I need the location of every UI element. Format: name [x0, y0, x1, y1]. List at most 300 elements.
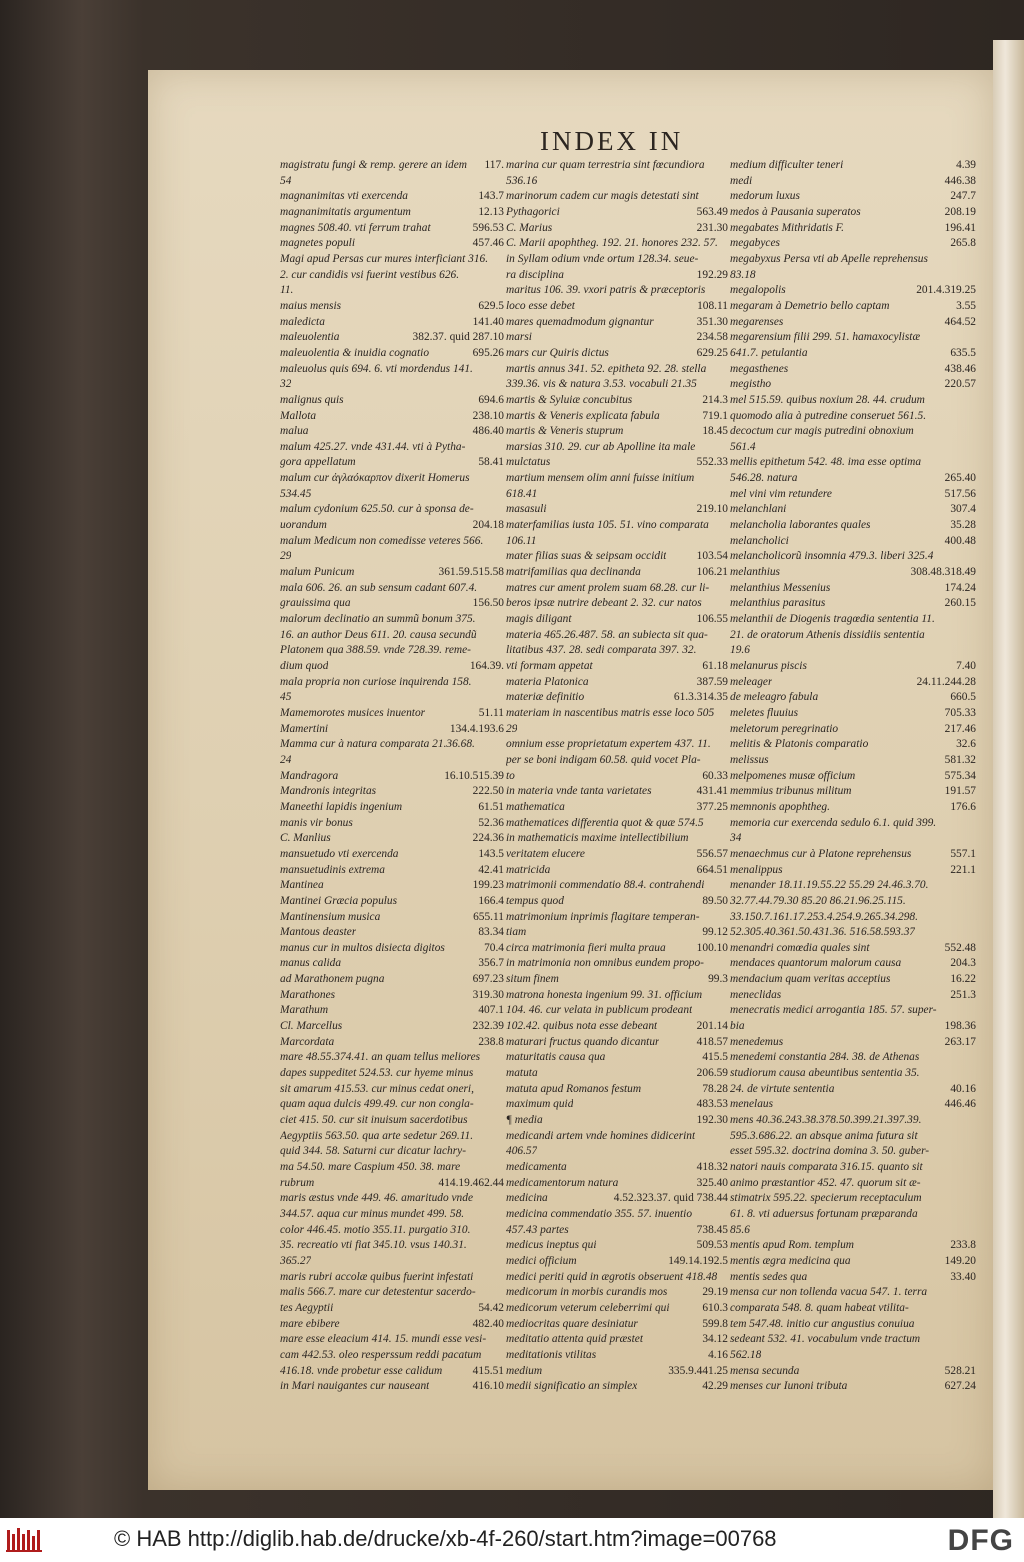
index-entry: [280, 377, 504, 393]
entry-reference: 231.30: [696, 221, 728, 234]
entry-reference: 40.16: [950, 1082, 976, 1095]
entry-term: de meleagro fabula: [730, 691, 819, 704]
index-entry: [506, 1003, 728, 1019]
index-entry: [506, 1270, 728, 1286]
entry-reference: 191.57: [944, 785, 976, 798]
index-entry: [280, 1113, 504, 1129]
index-entry: [730, 330, 976, 346]
index-entry: [280, 894, 504, 910]
entry-reference: 214.3: [702, 393, 728, 406]
entry-term: meditationis vtilitas: [506, 1348, 597, 1361]
index-entry: [280, 252, 504, 268]
entry-reference: 655.11: [473, 910, 504, 923]
index-entry: [506, 158, 728, 174]
entry-reference: 83.34: [478, 926, 504, 939]
entry-term: matricida: [506, 863, 551, 876]
index-entry: [730, 471, 976, 487]
entry-reference: 117.: [484, 159, 504, 171]
entry-reference: 446.46: [944, 1098, 976, 1111]
entry-reference: 35.28: [950, 519, 976, 532]
entry-reference: 251.3: [950, 988, 976, 1001]
entry-term: situm finem: [506, 973, 559, 986]
entry-term: maris rubri accolæ quibus fuerint infestati: [280, 1270, 474, 1283]
entry-reference: 335.9.441.25: [668, 1364, 728, 1377]
index-entry: [730, 988, 976, 1004]
entry-term: manus cur in multos disiecta digitos: [280, 941, 445, 954]
entry-term: mensa secunda: [730, 1364, 800, 1377]
entry-reference: 407.1: [478, 1004, 504, 1017]
entry-term: medici periti quid in ægrotis obseruent 418.48: [506, 1270, 718, 1283]
entry-term: quam aqua dulcis 499.49. cur non congla-: [280, 1098, 474, 1111]
index-entry: [280, 1254, 504, 1270]
index-entry: [730, 549, 976, 565]
entry-term: quomodo alia à putredine conseruet 561.5.: [730, 409, 927, 422]
entry-reference: 610.3: [702, 1301, 728, 1314]
index-column-2: [506, 158, 728, 1395]
entry-term: mathematica: [506, 800, 565, 813]
index-entry: [506, 440, 728, 456]
entry-reference: 61.51: [478, 800, 504, 813]
index-entry: [730, 878, 976, 894]
index-entry: [280, 816, 504, 832]
entry-reference: 552.33: [696, 456, 728, 469]
index-entry: [506, 769, 728, 785]
entry-term: C. Marius: [506, 221, 553, 234]
entry-reference: 557.1: [950, 847, 976, 860]
index-entry: [730, 346, 976, 362]
index-entry: [280, 628, 504, 644]
entry-term: dium quod: [280, 660, 329, 672]
entry-term: maximum quid: [506, 1098, 574, 1111]
entry-term: melancholici: [730, 534, 789, 547]
index-entry: [506, 283, 728, 299]
entry-reference: 32.6: [956, 738, 976, 751]
index-entry: [506, 362, 728, 378]
index-entry: [280, 956, 504, 972]
entry-term: Pythagorici: [506, 205, 560, 218]
entry-reference: 563.49: [696, 205, 728, 218]
entry-term: vti formam appetat: [506, 660, 593, 672]
entry-term: Mamma cur à natura comparata 21.36.68.: [280, 738, 475, 751]
index-entry: [506, 675, 728, 691]
index-entry: [506, 518, 728, 534]
entry-term: 35. recreatio vti fiat 345.10. vsus 140.31.: [280, 1239, 467, 1252]
index-entry: [506, 455, 728, 471]
entry-reference: 174.24: [944, 581, 976, 594]
entry-reference: 143.5: [478, 847, 504, 860]
entry-term: mansuetudinis extrema: [280, 863, 385, 876]
index-entry: [506, 330, 728, 346]
index-entry: [730, 1270, 976, 1286]
index-entry: [730, 847, 976, 863]
index-entry: [280, 941, 504, 957]
entry-reference: 134.4.193.6: [449, 722, 504, 735]
index-entry: [280, 534, 504, 550]
index-entry: [730, 534, 976, 550]
entry-term: melanthius: [730, 566, 780, 579]
entry-reference: 694.6: [478, 393, 504, 406]
index-entry: [280, 1207, 504, 1223]
index-entry: [506, 424, 728, 440]
index-entry: [506, 1348, 728, 1364]
entry-term: martis & Syluiæ concubitus: [506, 393, 633, 406]
entry-reference: 103.54: [696, 550, 728, 563]
entry-term: 33.150.7.161.17.253.4.254.9.265.34.298.: [730, 910, 918, 923]
entry-reference: 238.8: [478, 1035, 504, 1048]
entry-term: mensa cur non tollenda vacua 547. 1. terra: [730, 1286, 928, 1299]
entry-term: medorum luxus: [730, 190, 800, 203]
index-entry: [506, 753, 728, 769]
entry-reference: 552.48: [944, 941, 976, 954]
index-entry: [506, 1254, 728, 1270]
index-entry: [280, 565, 504, 581]
entry-reference: 627.24: [944, 1380, 976, 1393]
entry-term: ra disciplina: [506, 268, 564, 281]
entry-reference: 629.5: [478, 299, 504, 312]
index-entry: [280, 1223, 504, 1239]
entry-term: in matrimonia non omnibus eundem propo-: [506, 957, 704, 970]
index-entry: [730, 1379, 976, 1395]
entry-term: magnetes populi: [280, 237, 355, 250]
index-entry: [280, 1019, 504, 1035]
index-entry: [280, 1160, 504, 1176]
entry-term: medicus ineptus qui: [506, 1239, 597, 1252]
entry-reference: 3.55: [956, 299, 976, 312]
entry-term: maritus 106. 39. vxori patris & præceptoris: [506, 284, 706, 297]
index-entry: [280, 1364, 504, 1380]
entry-term: medos à Pausania superatos: [730, 205, 861, 218]
entry-reference: 16.10.515.39: [444, 769, 504, 782]
entry-term: megabyxus Persa vti ab Apelle reprehensus: [730, 252, 928, 265]
index-entry: [280, 1082, 504, 1098]
entry-term: bia: [730, 1020, 745, 1033]
entry-term: mediocritas quare desiniatur: [506, 1317, 638, 1330]
entry-reference: 204.3: [950, 957, 976, 970]
entry-term: manis vir bonus: [280, 816, 353, 829]
entry-term: mentis sedes qua: [730, 1270, 808, 1283]
index-entry: [506, 628, 728, 644]
entry-term: matres cur ament prolem suam 68.28. cur li-: [506, 581, 710, 594]
entry-term: materiæ definitio: [506, 691, 585, 704]
entry-term: 457.43 partes: [506, 1223, 569, 1236]
entry-term: 546.28. natura: [730, 472, 798, 485]
index-entry: [506, 1066, 728, 1082]
index-entry: [506, 956, 728, 972]
entry-term: rubrum: [280, 1176, 315, 1189]
entry-reference: 695.26: [472, 346, 504, 359]
index-entry: [506, 1129, 728, 1145]
entry-reference: 356.7: [478, 957, 504, 970]
index-entry: [506, 1364, 728, 1380]
entry-reference: 719.1: [702, 409, 728, 422]
entry-reference: 697.23: [472, 973, 504, 986]
entry-term: Marathones: [280, 988, 336, 1001]
entry-reference: 233.8: [950, 1239, 976, 1252]
entry-term: meneclidas: [730, 988, 782, 1001]
index-entry: [506, 221, 728, 237]
index-entry: [280, 596, 504, 612]
entry-term: maledicta: [280, 315, 325, 328]
entry-term: malum Medicum non comedisse veteres 566.: [280, 534, 484, 547]
entry-reference: 438.46: [944, 362, 976, 375]
index-entry: [280, 1191, 504, 1207]
index-entry: [506, 1207, 728, 1223]
entry-term: 11.: [280, 284, 294, 297]
index-entry: [506, 1019, 728, 1035]
index-entry: [730, 1191, 976, 1207]
entry-term: ad Marathonem pugna: [280, 973, 385, 986]
entry-term: maris æstus vnde 449. 46. amaritudo vnde: [280, 1192, 474, 1205]
index-entry: [280, 268, 504, 284]
index-entry: [730, 972, 976, 988]
book-page: [148, 70, 993, 1490]
index-entry: [730, 1176, 976, 1192]
entry-term: magis diligant: [506, 613, 572, 626]
index-entry: [730, 1113, 976, 1129]
entry-reference: 70.4: [484, 941, 504, 954]
entry-term: 2. cur candidis vsi fuerint vestibus 626.: [280, 268, 460, 281]
page-edge: [993, 40, 1024, 1518]
index-entry: [280, 800, 504, 816]
index-entry: [730, 299, 976, 315]
entry-term: malum cur ἀγλαόκαρπον dixerit Homerus: [280, 472, 470, 485]
entry-term: mares quemadmodum gignantur: [506, 315, 654, 328]
index-entry: [506, 409, 728, 425]
entry-term: decoctum cur magis putredini obnoxium: [730, 425, 914, 438]
index-entry: [730, 487, 976, 503]
entry-reference: 325.40: [696, 1176, 728, 1189]
index-entry: [730, 941, 976, 957]
entry-term: mellis epithetum 542. 48. ima esse optima: [730, 456, 922, 469]
entry-term: ciet 415. 50. cur sit inuisum sacerdotibus: [280, 1114, 468, 1127]
index-entry: [730, 1144, 976, 1160]
index-entry: [506, 1097, 728, 1113]
entry-reference: 431.41: [696, 785, 728, 798]
entry-term: 16. an author Deus 611. 20. causa secundũ: [280, 628, 477, 641]
entry-term: 561.4: [730, 440, 756, 453]
entry-term: Mantinensium musica: [280, 910, 381, 923]
entry-reference: 599.8: [702, 1317, 728, 1330]
entry-term: mars cur Quiris dictus: [506, 346, 609, 359]
entry-reference: 29.19: [702, 1286, 728, 1299]
entry-reference: 220.57: [944, 378, 976, 391]
entry-term: maturitatis causa qua: [506, 1051, 606, 1064]
entry-reference: 192.29: [696, 268, 728, 281]
index-entry: [280, 878, 504, 894]
entry-reference: 60.33: [702, 769, 728, 782]
index-entry: [280, 471, 504, 487]
entry-term: grauissima qua: [280, 597, 351, 610]
entry-term: mulctatus: [506, 456, 551, 469]
index-entry: [730, 816, 976, 832]
entry-term: melanthii de Diogenis tragœdia sententia 11.: [730, 613, 935, 626]
entry-term: Maneethi lapidis ingenium: [280, 800, 403, 813]
entry-term: medicorum veterum celeberrimi qui: [506, 1301, 670, 1314]
index-entry: [280, 659, 504, 675]
running-heading: INDEX IN: [540, 126, 684, 156]
index-entry: [506, 377, 728, 393]
index-entry: [506, 847, 728, 863]
entry-term: menandri comœdia quales sint: [730, 941, 870, 954]
entry-term: matuta apud Romanos festum: [506, 1082, 642, 1095]
entry-term: manus calida: [280, 957, 342, 970]
entry-reference: 16.22: [950, 973, 976, 986]
index-entry: [730, 769, 976, 785]
entry-term: matrifamilias qua declinanda: [506, 566, 641, 579]
entry-term: mens 40.36.243.38.378.50.399.21.397.39.: [730, 1114, 922, 1127]
entry-term: 102.42. quibus nota esse debeant: [506, 1020, 658, 1033]
index-entry: [280, 315, 504, 331]
entry-reference: 149.20: [944, 1254, 976, 1267]
entry-term: cam 442.53. oleo resperssum reddi pacatum: [280, 1348, 482, 1361]
entry-reference: 106.21: [696, 566, 728, 579]
entry-term: melissus: [730, 753, 769, 766]
entry-term: medii significatio an simplex: [506, 1380, 638, 1393]
index-entry: [506, 1082, 728, 1098]
index-entry: [730, 722, 976, 738]
index-entry: [730, 1254, 976, 1270]
entry-reference: 664.51: [696, 863, 728, 876]
entry-term: melancholicorũ insomnia 479.3. liberi 325.4: [730, 550, 934, 563]
entry-term: 24: [280, 753, 292, 766]
index-entry: [730, 612, 976, 628]
index-entry: [506, 706, 728, 722]
entry-term: Marcordata: [280, 1035, 335, 1048]
entry-term: litatibus 437. 28. sedi comparata 397. 32.: [506, 644, 697, 657]
index-entry: [730, 221, 976, 237]
entry-reference: 141.40: [472, 315, 504, 328]
entry-reference: 418.57: [696, 1035, 728, 1048]
entry-term: malum Punicum: [280, 566, 355, 579]
entry-term: 61. 8. vti aduersus fortunam præparanda: [730, 1207, 918, 1220]
index-entry: [730, 831, 976, 847]
index-entry: [280, 189, 504, 205]
entry-reference: 18.45: [702, 425, 728, 438]
entry-reference: 224.36: [472, 832, 504, 845]
index-entry: [280, 346, 504, 362]
entry-reference: 34.12: [702, 1333, 728, 1346]
index-entry: [280, 487, 504, 503]
index-entry: [506, 1301, 728, 1317]
entry-reference: 219.10: [696, 503, 728, 516]
entry-term: maturari fructus quando dicantur: [506, 1035, 660, 1048]
entry-term: 416.18. vnde probetur esse calidum: [280, 1364, 443, 1377]
entry-term: 595.3.686.22. an absque anima futura sit: [730, 1129, 918, 1142]
entry-term: 24. de virtute sententia: [730, 1082, 835, 1095]
index-entry: [506, 581, 728, 597]
entry-term: mare ebibere: [280, 1317, 340, 1330]
index-entry: [506, 722, 728, 738]
index-entry: [730, 205, 976, 221]
entry-term: esset 595.32. doctrina domina 3. 50. guber-: [730, 1145, 930, 1158]
entry-term: dapes suppeditet 524.53. cur hyeme minus: [280, 1067, 474, 1080]
entry-reference: 660.5: [950, 691, 976, 704]
index-entry: [280, 299, 504, 315]
entry-reference: 482.40: [472, 1317, 504, 1330]
index-entry: [730, 800, 976, 816]
index-entry: [506, 690, 728, 706]
index-entry: [280, 847, 504, 863]
index-entry: [280, 409, 504, 425]
index-entry: [506, 1317, 728, 1333]
index-entry: [280, 174, 504, 190]
entry-term: materia Platonica: [506, 675, 589, 688]
index-entry: [280, 362, 504, 378]
index-entry: [730, 1317, 976, 1333]
entry-reference: 143.7: [478, 190, 504, 203]
entry-term: mentis ægra medicina qua: [730, 1254, 851, 1267]
entry-term: menecratis medici arrogantia 185. 57. super-: [730, 1004, 937, 1017]
entry-term: circa matrimonia fieri multa praua: [506, 941, 666, 954]
entry-term: memmius tribunus militum: [730, 785, 852, 798]
entry-term: Mamemorotes musices inuentor: [280, 706, 426, 719]
index-entry: [280, 221, 504, 237]
index-entry: [506, 315, 728, 331]
index-entry: [280, 518, 504, 534]
entry-term: 534.45: [280, 487, 312, 500]
index-entry: [506, 1113, 728, 1129]
entry-term: melpomenes musæ officium: [730, 769, 856, 782]
index-entry: [730, 189, 976, 205]
entry-term: malignus quis: [280, 393, 344, 406]
entry-reference: 164.39.: [469, 660, 504, 672]
entry-term: marsias 310. 29. cur ab Apolline ita male: [506, 440, 696, 453]
entry-term: uorandum: [280, 519, 327, 532]
entry-reference: 199.23: [472, 879, 504, 892]
index-entry: [730, 1082, 976, 1098]
index-entry: [506, 800, 728, 816]
index-entry: [730, 1019, 976, 1035]
entry-term: 34: [730, 832, 742, 845]
index-entry: [730, 956, 976, 972]
index-entry: [506, 1050, 728, 1066]
index-entry: [280, 1176, 504, 1192]
index-entry: [730, 1066, 976, 1082]
index-entry: [506, 988, 728, 1004]
entry-term: mare esse eleacium 414. 15. mundi esse vesi-: [280, 1333, 487, 1346]
index-entry: [730, 1285, 976, 1301]
index-entry: [506, 643, 728, 659]
index-entry: [506, 268, 728, 284]
entry-term: sit amarum 415.53. cur minus cedat oneri,: [280, 1082, 474, 1095]
entry-term: malorum declinatio an summũ bonum 375.: [280, 613, 476, 626]
index-entry: [280, 1035, 504, 1051]
index-entry: [730, 690, 976, 706]
entry-reference: 457.46: [472, 237, 504, 250]
entry-term: menedemi constantia 284. 38. de Athenas: [730, 1051, 920, 1064]
index-entry: [506, 174, 728, 190]
entry-term: medici officium: [506, 1254, 577, 1267]
entry-term: gora appellatum: [280, 456, 356, 469]
index-entry: [730, 502, 976, 518]
entry-term: 32: [280, 378, 292, 391]
index-entry: [506, 252, 728, 268]
entry-term: veritatem elucere: [506, 847, 585, 860]
entry-term: 365.27: [280, 1254, 312, 1267]
index-entry: [730, 581, 976, 597]
entry-term: 536.16: [506, 174, 538, 187]
index-entry: [730, 706, 976, 722]
entry-term: medicina: [506, 1192, 548, 1205]
viewer-footer: [0, 1518, 1024, 1562]
index-entry: [506, 878, 728, 894]
index-entry: [730, 1003, 976, 1019]
entry-term: meletes fluuius: [730, 706, 799, 719]
index-entry: [280, 1317, 504, 1333]
entry-reference: 208.19: [944, 205, 976, 218]
entry-reference: 222.50: [472, 785, 504, 798]
entry-term: medicamentorum natura: [506, 1176, 619, 1189]
